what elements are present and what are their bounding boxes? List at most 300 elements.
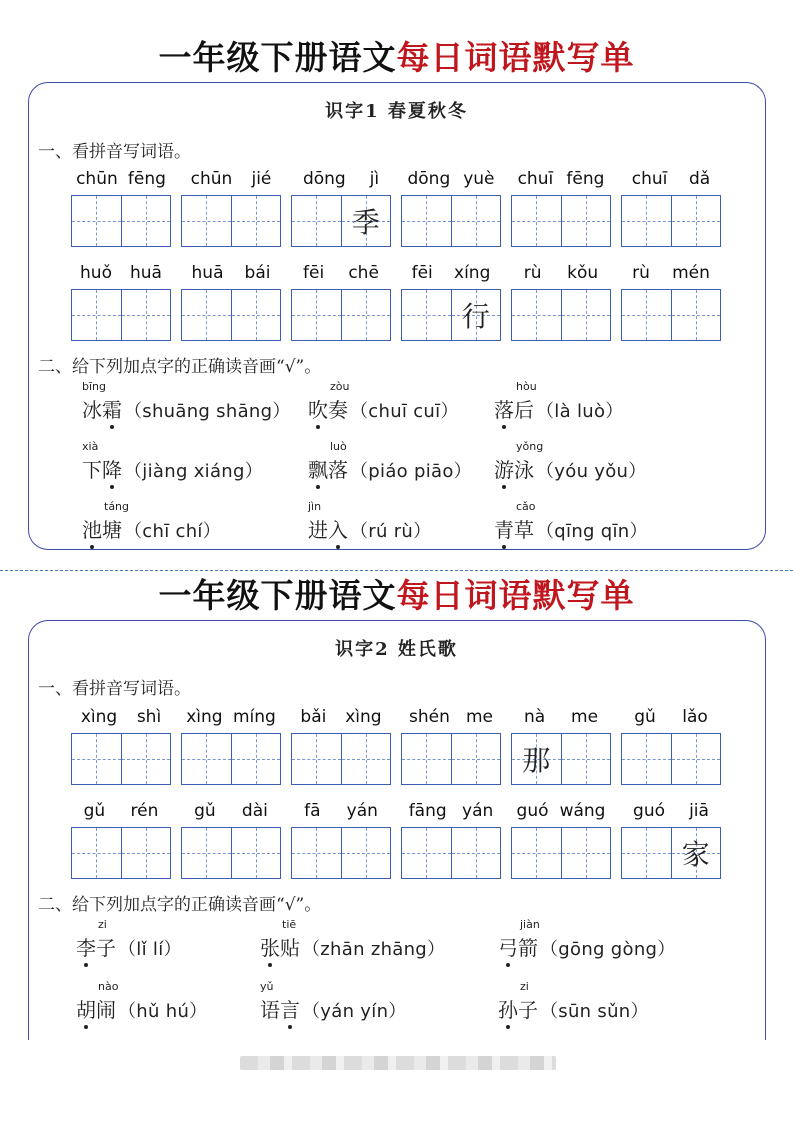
- written-char: [402, 196, 451, 246]
- pinyin-syllable: guó: [516, 801, 549, 821]
- word-cell: [181, 703, 281, 727]
- tianzige-box[interactable]: [181, 827, 281, 879]
- tianzige-box[interactable]: [511, 289, 611, 341]
- word-cell: [401, 259, 501, 333]
- written-char: [342, 290, 391, 340]
- pinyin-syllable: jiā: [689, 801, 709, 821]
- written-char: [402, 290, 451, 340]
- word: [308, 514, 431, 543]
- word-cell: [511, 703, 611, 777]
- pinyin-syllable: jì: [369, 169, 380, 189]
- word-cell: [621, 797, 721, 871]
- sheet-divider: [0, 570, 793, 571]
- char-square[interactable]: [622, 734, 671, 784]
- main-title: 一年级下册语文每日词语默写单: [158, 38, 635, 77]
- written-char: [182, 828, 231, 878]
- char-square[interactable]: [671, 734, 721, 784]
- pinyin-syllable: wáng: [559, 801, 606, 821]
- char-square[interactable]: [671, 828, 721, 878]
- char-square[interactable]: [451, 196, 501, 246]
- reading-options[interactable]: （chī chí）: [124, 521, 222, 542]
- char-square[interactable]: [341, 734, 391, 784]
- plain-char: 贴: [280, 936, 300, 960]
- tianzige-box[interactable]: [181, 733, 281, 785]
- pinyin: [181, 797, 281, 821]
- reading-options[interactable]: （lǐ lí）: [118, 939, 182, 960]
- word-cell: [621, 259, 721, 283]
- written-char: [452, 196, 501, 246]
- written-char: [622, 734, 671, 784]
- pinyin: [621, 703, 721, 727]
- char-square[interactable]: [182, 290, 231, 340]
- written-char: [562, 828, 611, 878]
- tianzige-box[interactable]: [401, 827, 501, 879]
- word-cell: [621, 165, 721, 189]
- pinyin-annotation: jiàn: [520, 918, 540, 931]
- written-char: [512, 196, 561, 246]
- reading-options[interactable]: （chuī cuī）: [350, 401, 459, 422]
- char-square[interactable]: [671, 290, 721, 340]
- plain-char: 草: [514, 518, 534, 542]
- plain-char: 语: [260, 998, 280, 1022]
- pinyin-syllable: huā: [191, 263, 224, 283]
- pinyin-annotation: táng: [104, 500, 130, 513]
- pinyin: [511, 259, 611, 283]
- char-square[interactable]: [451, 734, 501, 784]
- written-char: [122, 196, 171, 246]
- char-square[interactable]: [72, 828, 121, 878]
- pinyin-syllable: xìng: [345, 707, 382, 727]
- pinyin-syllable: rén: [130, 801, 159, 821]
- char-square[interactable]: [231, 734, 281, 784]
- tianzige-box[interactable]: [401, 289, 501, 341]
- pinyin-syllable: nà: [523, 707, 546, 727]
- dotted-char: 言: [280, 994, 300, 1023]
- pinyin-annotation: zi: [98, 918, 107, 931]
- pinyin-syllable: xìng: [186, 707, 223, 727]
- char-square[interactable]: [121, 734, 171, 784]
- char-square[interactable]: [72, 734, 121, 784]
- word: [498, 994, 649, 1023]
- written-char: [182, 290, 231, 340]
- pinyin-annotation: zi: [520, 980, 529, 993]
- pinyin: [511, 165, 611, 189]
- written-char: [232, 290, 281, 340]
- reading-options[interactable]: （sūn sǔn）: [540, 1001, 649, 1022]
- pinyin-annotation: cǎo: [516, 500, 536, 513]
- pinyin: [181, 259, 281, 283]
- pinyin: [181, 165, 281, 189]
- written-char: 家: [681, 838, 710, 871]
- char-square[interactable]: [451, 290, 501, 340]
- dotted-char: 飘: [308, 454, 328, 483]
- plain-char: 子: [518, 998, 538, 1022]
- tianzige-box[interactable]: [181, 289, 281, 341]
- pinyin: [401, 259, 501, 283]
- char-square[interactable]: [561, 828, 611, 878]
- pinyin-syllable: gǔ: [634, 707, 656, 727]
- pinyin-syllable: yuè: [463, 169, 495, 189]
- written-char: [672, 290, 721, 340]
- word: [76, 932, 182, 961]
- word: [82, 514, 221, 543]
- char-square[interactable]: [121, 290, 171, 340]
- written-char: [402, 734, 451, 784]
- pinyin-syllable: huǒ: [80, 263, 112, 283]
- word-cell: [401, 165, 501, 189]
- dotted-char: 青: [494, 514, 514, 543]
- written-char: [292, 734, 341, 784]
- plain-char: 下: [82, 458, 102, 482]
- word-cell: [401, 703, 501, 727]
- reading-options[interactable]: （qīng qīn）: [536, 521, 648, 542]
- written-char: [292, 828, 341, 878]
- pinyin-syllable: rù: [632, 263, 650, 283]
- main-title: 一年级下册语文每日词语默写单: [158, 576, 635, 615]
- dotted-char: 弓: [498, 932, 518, 961]
- pinyin-syllable: xíng: [454, 263, 491, 283]
- written-char: [622, 196, 671, 246]
- pinyin-syllable: fēi: [411, 263, 433, 283]
- pinyin-syllable: me: [465, 707, 493, 727]
- plain-char: 箭: [518, 936, 538, 960]
- written-char: [122, 290, 171, 340]
- pinyin: [511, 703, 611, 727]
- char-square[interactable]: [341, 290, 391, 340]
- pinyin-syllable: xìng: [80, 707, 118, 727]
- word-cell: [291, 165, 391, 239]
- word-cell: [291, 797, 391, 821]
- char-square[interactable]: [512, 828, 561, 878]
- dotted-char: 张: [260, 932, 280, 961]
- pinyin-syllable: yán: [462, 801, 494, 821]
- pinyin-syllable: fā: [304, 801, 321, 821]
- pinyin-syllable: chē: [348, 263, 379, 283]
- pinyin: [401, 703, 501, 727]
- pinyin-syllable: shì: [136, 707, 162, 727]
- char-square[interactable]: [341, 828, 391, 878]
- dotted-char: 李: [76, 932, 96, 961]
- char-square[interactable]: [512, 290, 561, 340]
- pinyin-annotation: tiē: [282, 918, 297, 931]
- written-char: [342, 734, 391, 784]
- pinyin-syllable: míng: [232, 707, 276, 727]
- char-square[interactable]: [512, 196, 561, 246]
- char-square[interactable]: [231, 828, 281, 878]
- char-square[interactable]: [402, 734, 451, 784]
- dotted-char: 落: [494, 394, 514, 423]
- pinyin-syllable: fēi: [303, 263, 325, 283]
- written-char: [292, 290, 341, 340]
- plain-char: 子: [96, 936, 116, 960]
- pinyin-syllable: chūn: [190, 169, 233, 189]
- pinyin-syllable: bái: [244, 263, 271, 283]
- pinyin: [621, 259, 721, 283]
- char-square[interactable]: [121, 196, 171, 246]
- pinyin-annotation: yǔ: [260, 980, 274, 993]
- plain-char: 塘: [102, 518, 122, 542]
- pinyin: [71, 259, 171, 283]
- plain-char: 冰: [82, 398, 102, 422]
- tianzige-box[interactable]: [181, 195, 281, 247]
- tianzige-box[interactable]: [71, 195, 171, 247]
- reading-options[interactable]: （piáo piāo）: [350, 461, 472, 482]
- char-square[interactable]: [402, 290, 451, 340]
- written-char: [72, 290, 121, 340]
- plain-char: 闹: [96, 998, 116, 1022]
- char-square[interactable]: [451, 828, 501, 878]
- written-char: [622, 828, 671, 878]
- pinyin-syllable: dǎ: [688, 169, 711, 189]
- written-char: [512, 828, 561, 878]
- section-2-title: 二、给下列加点字的正确读音画“√”。: [38, 357, 322, 377]
- pinyin-syllable: fāng: [408, 801, 447, 821]
- written-char: 行: [461, 300, 490, 333]
- written-char: [232, 196, 281, 246]
- reading-options[interactable]: （yán yín）: [302, 1001, 407, 1022]
- dotted-char: 降: [102, 454, 122, 483]
- word: [260, 932, 445, 961]
- word-cell: [71, 259, 171, 283]
- dotted-char: 胡: [76, 994, 96, 1023]
- pinyin: [71, 703, 171, 727]
- word: [494, 394, 624, 423]
- reading-options[interactable]: （là luò）: [536, 401, 624, 422]
- pinyin-annotation: yǒng: [516, 440, 544, 453]
- pinyin-syllable: rù: [523, 263, 542, 283]
- pinyin-syllable: gǔ: [83, 801, 106, 821]
- pinyin-syllable: fēng: [127, 169, 166, 189]
- word-cell: [181, 165, 281, 189]
- pinyin: [291, 797, 391, 821]
- tianzige-box[interactable]: [621, 289, 721, 341]
- char-square[interactable]: [622, 196, 671, 246]
- written-char: [452, 734, 501, 784]
- pinyin-syllable: dōng: [302, 169, 346, 189]
- tianzige-box[interactable]: [511, 733, 611, 785]
- char-square[interactable]: [622, 290, 671, 340]
- pinyin: [71, 165, 171, 189]
- word-cell: [181, 797, 281, 821]
- tianzige-box[interactable]: [621, 733, 721, 785]
- pinyin: [71, 797, 171, 821]
- pinyin: [401, 165, 501, 189]
- written-char: [122, 828, 171, 878]
- word: [82, 454, 263, 483]
- written-char: [72, 196, 121, 246]
- word: [76, 994, 207, 1023]
- pinyin-syllable: huā: [130, 263, 162, 283]
- word-cell: [621, 703, 721, 727]
- written-char: [182, 734, 231, 784]
- reading-options[interactable]: （shuāng shāng）: [124, 401, 291, 422]
- pinyin-syllable: dōng: [407, 169, 451, 189]
- pinyin-syllable: chuī: [631, 169, 668, 189]
- word-cell: [181, 259, 281, 283]
- pinyin-annotation: xià: [82, 440, 99, 453]
- word-cell: [511, 259, 611, 283]
- written-char: [452, 828, 501, 878]
- written-char: [512, 290, 561, 340]
- dotted-char: 游: [494, 454, 514, 483]
- word: [498, 932, 676, 961]
- char-square[interactable]: [231, 196, 281, 246]
- tianzige-box[interactable]: [621, 827, 721, 879]
- written-char: [402, 828, 451, 878]
- dotted-char: 吹: [308, 394, 328, 423]
- pinyin: [291, 259, 391, 283]
- tianzige-box[interactable]: [621, 195, 721, 247]
- pinyin-syllable: bǎi: [300, 707, 327, 727]
- section-1-title: 一、看拼音写词语。: [38, 142, 191, 162]
- word: [494, 454, 647, 483]
- written-char: [72, 828, 121, 878]
- pinyin: [291, 165, 391, 189]
- lesson-title: 识字1 春夏秋冬: [325, 101, 468, 122]
- written-char: 季: [351, 206, 380, 239]
- pinyin-syllable: me: [571, 707, 599, 727]
- char-square[interactable]: [72, 196, 121, 246]
- char-square[interactable]: [671, 196, 721, 246]
- written-char: 那: [522, 744, 551, 777]
- pinyin-syllable: shén: [409, 707, 450, 727]
- written-char: [562, 734, 611, 784]
- reading-options[interactable]: （zhān zhāng）: [302, 939, 446, 960]
- char-square[interactable]: [402, 828, 451, 878]
- tianzige-box[interactable]: [401, 195, 501, 247]
- blurred-footer: [240, 1056, 556, 1070]
- pinyin-syllable: gǔ: [194, 801, 216, 821]
- pinyin-annotation: nào: [98, 980, 119, 993]
- tianzige-box[interactable]: [291, 827, 391, 879]
- tianzige-box[interactable]: [511, 827, 611, 879]
- written-char: [182, 196, 231, 246]
- char-square[interactable]: [292, 196, 341, 246]
- written-char: [672, 734, 721, 784]
- char-square[interactable]: [561, 196, 611, 246]
- pinyin-syllable: guó: [633, 801, 665, 821]
- tianzige-box[interactable]: [71, 733, 171, 785]
- word-cell: [511, 797, 611, 821]
- written-char: [672, 196, 721, 246]
- word-cell: [71, 165, 171, 189]
- word-cell: [291, 259, 391, 283]
- char-square[interactable]: [292, 734, 341, 784]
- lesson-title: 识字2 姓氏歌: [335, 639, 458, 660]
- pinyin-syllable: mén: [672, 263, 710, 283]
- char-square[interactable]: [512, 734, 561, 784]
- written-char: [622, 290, 671, 340]
- pinyin-syllable: jié: [251, 169, 272, 189]
- section-2-title: 二、给下列加点字的正确读音画“√”。: [38, 895, 322, 915]
- word: [260, 994, 407, 1023]
- pinyin-syllable: yán: [346, 801, 378, 821]
- written-char: [232, 734, 281, 784]
- word: [308, 454, 472, 483]
- tianzige-box[interactable]: [511, 195, 611, 247]
- written-char: [232, 828, 281, 878]
- word: [494, 514, 648, 543]
- reading-options[interactable]: （yóu yǒu）: [536, 461, 647, 482]
- pinyin-syllable: dài: [241, 801, 268, 821]
- char-square[interactable]: [561, 734, 611, 784]
- pinyin: [291, 703, 391, 727]
- char-square[interactable]: [622, 828, 671, 878]
- pinyin-annotation: luò: [330, 440, 347, 453]
- written-char: [562, 196, 611, 246]
- tianzige-box[interactable]: [71, 289, 171, 341]
- reading-options[interactable]: （hǔ hú）: [118, 1001, 208, 1022]
- pinyin-annotation: jìn: [308, 500, 322, 513]
- char-square[interactable]: [182, 196, 231, 246]
- dotted-char: 孙: [498, 994, 518, 1023]
- plain-char: 奏: [328, 398, 348, 422]
- pinyin-syllable: lǎo: [682, 707, 708, 727]
- word: [308, 394, 459, 423]
- pinyin-syllable: chuī: [517, 169, 554, 189]
- plain-char: 落: [328, 458, 348, 482]
- word-cell: [511, 165, 611, 189]
- written-char: [122, 734, 171, 784]
- pinyin: [401, 797, 501, 821]
- dotted-char: 霜: [102, 394, 122, 423]
- char-square[interactable]: [561, 290, 611, 340]
- char-square[interactable]: [402, 196, 451, 246]
- pinyin-syllable: fēng: [566, 169, 605, 189]
- written-char: [292, 196, 341, 246]
- char-square[interactable]: [231, 290, 281, 340]
- pinyin-annotation: hòu: [516, 380, 537, 393]
- pinyin: [621, 165, 721, 189]
- char-square[interactable]: [292, 290, 341, 340]
- reading-options[interactable]: （rú rù）: [350, 521, 432, 542]
- char-square[interactable]: [182, 734, 231, 784]
- pinyin-syllable: kǒu: [567, 263, 599, 283]
- pinyin: [181, 703, 281, 727]
- char-square[interactable]: [182, 828, 231, 878]
- written-char: [562, 290, 611, 340]
- plain-char: 泳: [514, 458, 534, 482]
- char-square[interactable]: [341, 196, 391, 246]
- tianzige-box[interactable]: [401, 733, 501, 785]
- plain-char: 进: [308, 518, 328, 542]
- dotted-char: 池: [82, 514, 102, 543]
- pinyin: [621, 797, 721, 821]
- char-square[interactable]: [292, 828, 341, 878]
- word-cell: [291, 703, 391, 727]
- plain-char: 后: [514, 398, 534, 422]
- pinyin-annotation: bīng: [82, 380, 106, 393]
- dotted-char: 入: [328, 514, 348, 543]
- tianzige-box[interactable]: [291, 289, 391, 341]
- tianzige-box[interactable]: [71, 827, 171, 879]
- char-square[interactable]: [121, 828, 171, 878]
- word-cell: [71, 797, 171, 821]
- char-square[interactable]: [72, 290, 121, 340]
- tianzige-box[interactable]: [291, 733, 391, 785]
- reading-options[interactable]: （gōng gòng）: [540, 939, 676, 960]
- written-char: [342, 828, 391, 878]
- reading-options[interactable]: （jiàng xiáng）: [124, 461, 264, 482]
- pinyin-annotation: zòu: [330, 380, 350, 393]
- word-cell: [71, 703, 171, 727]
- word: [82, 394, 291, 423]
- pinyin-syllable: chūn: [76, 169, 118, 189]
- pinyin: [511, 797, 611, 821]
- section-1-title: 一、看拼音写词语。: [38, 679, 191, 699]
- tianzige-box[interactable]: [291, 195, 391, 247]
- word-cell: [401, 797, 501, 821]
